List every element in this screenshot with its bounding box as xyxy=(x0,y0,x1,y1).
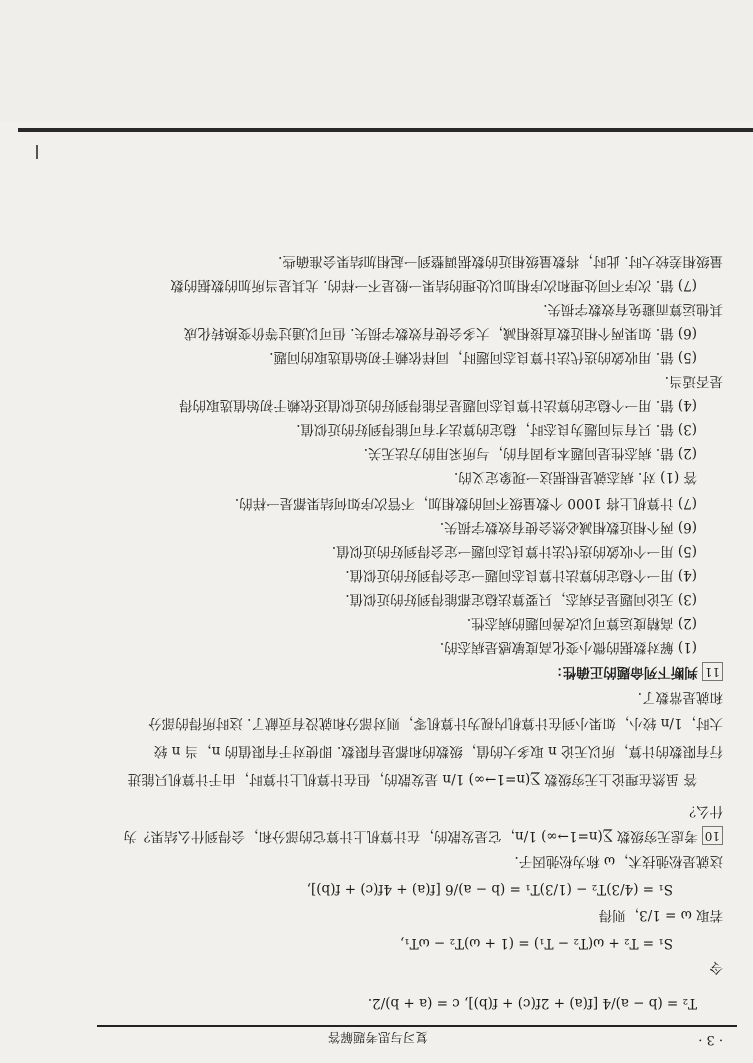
formula-t2: T₂ = (b − a)/4 [f(a) + 2f(c) + f(b)], c = (a + b)/2. xyxy=(367,995,697,1011)
formula-let: 令 xyxy=(709,959,723,975)
q10-question-text: 考虑无穷级数 ∑(n=1→∞) 1/n，它是发散的，在计算机上计算它的部分和，会得到什么结果？为 xyxy=(123,828,698,844)
q11-answer-5: (5) 错. 用收敛的迭代法计算良态问题时，同样依赖于初始值选取的问题. xyxy=(269,349,697,365)
q10-number: 10 xyxy=(702,826,723,845)
header-rule xyxy=(97,1025,737,1027)
page-number: · 3 · xyxy=(698,1032,723,1047)
formula-note: 这就是松弛技术，ω 称为松弛因子. xyxy=(514,853,723,869)
q11-item-7: (7) 计算机上将 1000 个数量级不同的数相加，不管次序如何结果都是一样的. xyxy=(234,495,697,511)
q11-item-1: (1) 解对数据的微小变化高度敏感是病态的. xyxy=(439,639,697,655)
q11-item-6: (6) 两个相近数相减必然会使有效数字损失. xyxy=(439,519,697,535)
q11-answer-1: 答 (1) 对. 病态就是根据这一现象定义的. xyxy=(453,469,697,485)
q11-answer-7-cont: 量级相差较大时. 此时，将数量级相近的数据调整到一起相加结果会准确些. xyxy=(278,253,723,269)
q11-answer-4-cont: 是否适当. xyxy=(664,373,723,389)
q11-item-5: (5) 用一个收敛的迭代法计算良态问题一定会得到好的近似值. xyxy=(331,543,697,559)
q10-answer-line-3: 大时，1/n 较小，如果小到在计算机内视为计算机零，则对部分和就没有贡献了. 这时所得的部分 xyxy=(148,715,723,731)
q11-answer-6: (6) 错. 如果两个相近数直接相减，大多会使有效数字损失. 但可以通过等价变换转化成 xyxy=(183,325,697,341)
q11-answer-4: (4) 错. 用一个稳定的算法计算良态问题是否能得到好的近似值还依赖于初始值选取的得 xyxy=(179,397,697,413)
q11-item-3: (3) 无论问题是否病态，只要算法稳定都能得到好的近似值. xyxy=(345,591,697,607)
running-header: 复习与思考题解答 xyxy=(328,1030,429,1045)
q11-item-4: (4) 用一个稳定的算法计算良态问题一定会得到好的近似值. xyxy=(345,567,697,583)
q10-answer-line-2: 行有限数的计算，所以无论 n 取多大的值，级数的和都是有限数. 即使对于有限值的 n，当 n 较 xyxy=(153,743,723,759)
q11-number: 11 xyxy=(702,662,723,681)
q11-answer-2: (2) 错. 病态性是问题本身固有的，与所采用的方法无关. xyxy=(363,445,697,461)
formula-omega: 若取 ω = 1/3，则得 xyxy=(598,907,723,923)
q10-answer-line-1: 答 虽然在理论上无穷级数 ∑(n=1→∞) 1/n 是发散的，但在计算机上计算时，由于计算机只能进 xyxy=(127,771,697,787)
q11-answer-6-cont: 其他运算而避免有效数字损失. xyxy=(543,301,723,317)
q10-answer-line-4: 和就是常数了. xyxy=(637,689,723,705)
q10-question-line-2: 什么？ xyxy=(682,803,723,819)
formula-s1-def: S₁ = T₂ + ω(T₂ − T₁) = (1 + ω)T₂ − ωT₁, xyxy=(399,935,673,951)
q10-question-line-1 xyxy=(33,826,723,845)
q11-item-2: (2) 高精度运算可以改善问题的病态性. xyxy=(466,615,697,631)
q11-intro-text: 判断下列命题的正确性： xyxy=(549,664,698,680)
formula-s1-result: S₁ = (4/3)T₂ − (1/3)T₁ = (b − a)/6 [f(a) + 4f(c) + f(b)], xyxy=(306,881,673,897)
q11-intro xyxy=(33,662,723,681)
q11-answer-3: (3) 错. 只有当问题为良态时，稳定的算法才有可能得到好的近似值. xyxy=(296,421,697,437)
q11-answer-7: (7) 错. 次序不同处理和次序相加以处理的结果一般是不一样的. 尤其是当所加的数据的数 xyxy=(170,277,697,293)
